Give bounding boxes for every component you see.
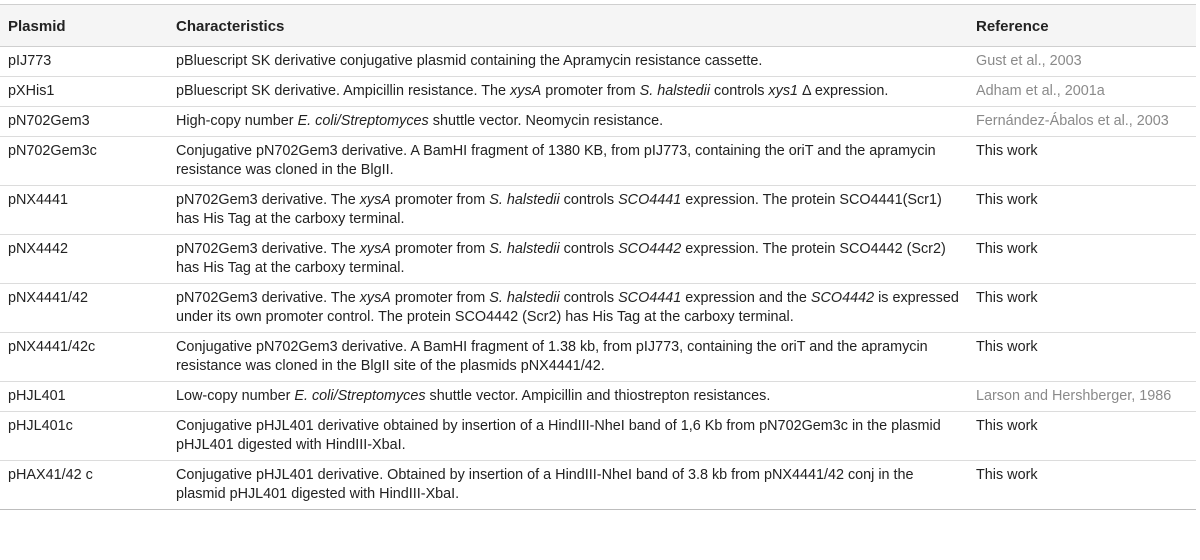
header-reference: Reference xyxy=(968,5,1196,47)
characteristics-cell xyxy=(168,137,968,186)
text-segment: expression and the xyxy=(681,290,811,306)
italic-term: xysA xyxy=(359,192,391,208)
table-row xyxy=(0,461,1196,510)
text-segment: pN702Gem3 derivative. The xyxy=(176,241,360,257)
table-row xyxy=(0,186,1196,235)
characteristics-cell xyxy=(168,333,968,382)
text-segment: pBluescript SK derivative. Ampicillin resistance. The xyxy=(176,83,511,99)
italic-term: S. halstedii xyxy=(489,192,560,208)
text-segment: Conjugative pN702Gem3 derivative. A BamHI fragment of 1380 KB, from pIJ773, containing the oriT and the apramycin resistance was cloned in the BlgII. xyxy=(176,143,936,178)
characteristics-cell xyxy=(168,107,968,137)
plasmid-name-cell: pXHis1 xyxy=(0,77,168,107)
italic-term: E. coli/Streptomyces xyxy=(297,113,429,129)
characteristics-cell xyxy=(168,47,968,77)
plasmid-name-cell: pN702Gem3 xyxy=(0,107,168,137)
text-segment: is expressed under its own promoter control. The protein SCO4442 (Scr2) has His Tag at the carboxy terminal. xyxy=(176,290,959,325)
italic-term: S. halstedii xyxy=(639,83,711,99)
italic-term: SCO4442 xyxy=(810,290,875,306)
reference-cell: This work xyxy=(968,284,1196,333)
plasmid-name-cell: pNX4441/42 xyxy=(0,284,168,333)
reference-cell: This work xyxy=(968,333,1196,382)
characteristics-cell xyxy=(168,77,968,107)
table-row xyxy=(0,333,1196,382)
text-segment: Conjugative pHJL401 derivative obtained by insertion of a HindIII-NheI band of 1,6 Kb from pN702Gem3c in the plasmid pHJL401 digested with HindIII-XbaI. xyxy=(176,418,941,453)
header-characteristics: Characteristics xyxy=(168,5,968,47)
text-segment: promoter from xyxy=(390,290,490,306)
reference-cell: Gust et al., 2003 xyxy=(968,47,1196,77)
text-segment: promoter from xyxy=(390,241,490,257)
reference-cell: This work xyxy=(968,137,1196,186)
text-segment: High-copy number xyxy=(176,113,298,129)
table-row xyxy=(0,235,1196,284)
characteristics-cell xyxy=(168,412,968,461)
italic-term: xysA xyxy=(359,290,391,306)
plasmid-name-cell: pNX4442 xyxy=(0,235,168,284)
header-plasmid: Plasmid xyxy=(0,5,168,47)
table-body xyxy=(0,47,1196,510)
reference-cell: This work xyxy=(968,461,1196,510)
italic-term: SCO4442 xyxy=(618,241,682,257)
table-row xyxy=(0,107,1196,137)
text-segment: Conjugative pN702Gem3 derivative. A BamHI fragment of 1.38 kb, from pIJ773, containing the oriT and the apramycin resistance was cloned in the BlgII site of the plasmids pNX4441/42. xyxy=(176,339,928,374)
text-segment: promoter from xyxy=(541,83,640,99)
table-header xyxy=(0,5,1196,47)
plasmid-name-cell: pHJL401c xyxy=(0,412,168,461)
text-segment: pBluescript SK derivative conjugative plasmid containing the Apramycin resistance cassette. xyxy=(176,53,763,69)
table-row xyxy=(0,77,1196,107)
text-segment: promoter from xyxy=(390,192,490,208)
table-row xyxy=(0,47,1196,77)
characteristics-cell xyxy=(168,186,968,235)
italic-term: xysA xyxy=(359,241,391,257)
reference-cell: This work xyxy=(968,186,1196,235)
text-segment: pN702Gem3 derivative. The xyxy=(176,192,360,208)
table-row xyxy=(0,284,1196,333)
text-segment: pN702Gem3 derivative. The xyxy=(176,290,360,306)
table-row xyxy=(0,412,1196,461)
table-row xyxy=(0,137,1196,186)
plasmid-name-cell: pN702Gem3c xyxy=(0,137,168,186)
italic-term: xys1 xyxy=(768,83,799,99)
text-segment: controls xyxy=(559,290,619,306)
table-row xyxy=(0,382,1196,412)
plasmid-name-cell: pIJ773 xyxy=(0,47,168,77)
text-segment: Conjugative pHJL401 derivative. Obtained by insertion of a HindIII-NheI band of 3.8 kb from pNX4441/42 conj in the plasmid pHJL401 digested with HindIII-XbaI. xyxy=(176,467,914,502)
reference-cell: Fernández-Ábalos et al., 2003 xyxy=(968,107,1196,137)
italic-term: SCO4441 xyxy=(618,290,682,306)
plasmid-name-cell: pNX4441 xyxy=(0,186,168,235)
italic-term: SCO4441 xyxy=(618,192,682,208)
text-segment: controls xyxy=(559,241,619,257)
plasmid-name-cell: pNX4441/42c xyxy=(0,333,168,382)
text-segment: shuttle vector. Ampicillin and thiostrepton resistances. xyxy=(425,388,771,404)
plasmid-table xyxy=(0,4,1196,510)
reference-cell: Larson and Hershberger, 1986 xyxy=(968,382,1196,412)
text-segment: expression. The protein SCO4442 (Scr2) has His Tag at the carboxy terminal. xyxy=(176,241,946,276)
italic-term: S. halstedii xyxy=(489,241,560,257)
characteristics-cell xyxy=(168,284,968,333)
plasmid-name-cell: pHJL401 xyxy=(0,382,168,412)
reference-cell: This work xyxy=(968,412,1196,461)
reference-cell: Adham et al., 2001a xyxy=(968,77,1196,107)
reference-cell: This work xyxy=(968,235,1196,284)
italic-term: E. coli/Streptomyces xyxy=(294,388,426,404)
characteristics-cell xyxy=(168,382,968,412)
italic-term: xysA xyxy=(510,83,542,99)
text-segment: controls xyxy=(710,83,769,99)
text-segment: shuttle vector. Neomycin resistance. xyxy=(428,113,664,129)
characteristics-cell xyxy=(168,461,968,510)
italic-term: S. halstedii xyxy=(489,290,560,306)
plasmid-name-cell: pHAX41/42 c xyxy=(0,461,168,510)
text-segment: controls xyxy=(559,192,619,208)
characteristics-cell xyxy=(168,235,968,284)
text-segment: Low-copy number xyxy=(176,388,295,404)
text-segment: expression. The protein SCO4441(Scr1) has His Tag at the carboxy terminal. xyxy=(176,192,942,227)
text-segment: Δ expression. xyxy=(798,83,889,99)
header-row xyxy=(0,5,1196,47)
